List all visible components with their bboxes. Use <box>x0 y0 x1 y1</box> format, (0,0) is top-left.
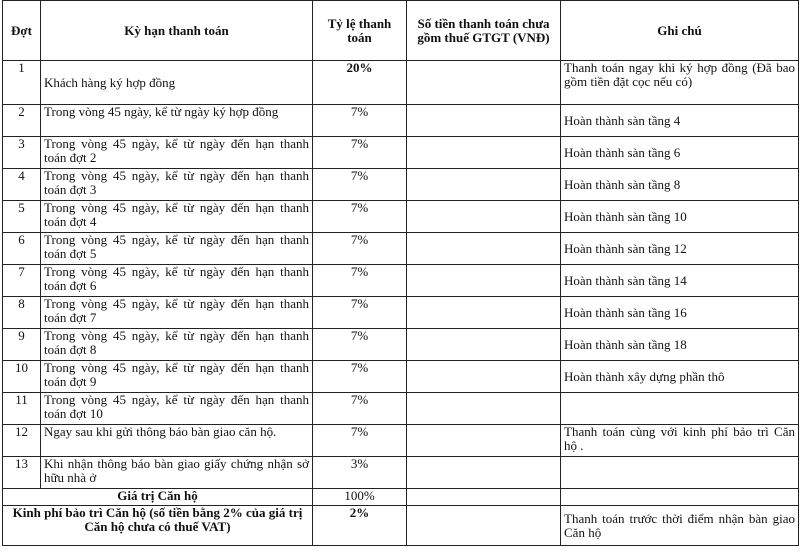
row-note: Hoàn thành sàn tầng 18 <box>561 329 799 361</box>
row-pct: 7% <box>313 361 407 393</box>
row-dot: 9 <box>3 329 41 361</box>
row-dot: 13 <box>3 457 41 489</box>
row-note: Hoàn thành sàn tầng 10 <box>561 201 799 233</box>
row-note <box>561 393 799 425</box>
row-amount <box>407 61 561 105</box>
row-dot: 11 <box>3 393 41 425</box>
table-row <box>3 61 799 105</box>
table-row <box>3 233 799 265</box>
row-note: Thanh toán cùng với kinh phí bảo trì Căn hộ . <box>561 425 799 457</box>
header-amount: Số tiền thanh toán chưa gồm thuế GTGT (VNĐ) <box>407 1 561 61</box>
row-term: Trong vòng 45 ngày, kể từ ngày đến hạn thanh toán đợt 8 <box>41 329 313 361</box>
row-note: Thanh toán ngay khi ký hợp đồng (Đã bao gồm tiền đặt cọc nếu có) <box>561 61 799 105</box>
row-note: Hoàn thành xây dựng phần thô <box>561 361 799 393</box>
row-term: Trong vòng 45 ngày, kể từ ngày đến hạn thanh toán đợt 3 <box>41 169 313 201</box>
header-term: Kỳ hạn thanh toán <box>41 1 313 61</box>
row-amount <box>407 137 561 169</box>
row-amount <box>407 361 561 393</box>
row-dot: 5 <box>3 201 41 233</box>
row-note: Hoàn thành sàn tầng 4 <box>561 105 799 137</box>
row-term: Trong vòng 45 ngày, kể từ ngày đến hạn thanh toán đợt 2 <box>41 137 313 169</box>
table-row <box>3 105 799 137</box>
table-row <box>3 137 799 169</box>
row-pct: 7% <box>313 201 407 233</box>
table-row <box>3 169 799 201</box>
table-row <box>3 201 799 233</box>
maintenance-label: Kinh phí bảo trì Căn hộ (số tiền bằng 2% của giá trị Căn hộ chưa có thuế VAT) <box>3 506 313 546</box>
row-amount <box>407 169 561 201</box>
row-dot: 12 <box>3 425 41 457</box>
row-dot: 7 <box>3 265 41 297</box>
row-amount <box>407 393 561 425</box>
row-term: Trong vòng 45 ngày, kể từ ngày đến hạn thanh toán đợt 4 <box>41 201 313 233</box>
header-pct: Tỷ lệ thanh toán <box>313 1 407 61</box>
row-term: Trong vòng 45 ngày, kể từ ngày ký hợp đồng <box>41 105 313 137</box>
row-note: Hoàn thành sàn tầng 8 <box>561 169 799 201</box>
total-amount <box>407 489 561 506</box>
row-pct: 7% <box>313 265 407 297</box>
row-note <box>561 457 799 489</box>
row-dot: 6 <box>3 233 41 265</box>
table-row <box>3 265 799 297</box>
row-pct: 7% <box>313 137 407 169</box>
table-row <box>3 329 799 361</box>
maintenance-amount <box>407 506 561 546</box>
row-pct: 7% <box>313 233 407 265</box>
row-term: Trong vòng 45 ngày, kể từ ngày đến hạn thanh toán đợt 7 <box>41 297 313 329</box>
row-pct: 7% <box>313 425 407 457</box>
row-amount <box>407 329 561 361</box>
total-pct: 100% <box>313 489 407 506</box>
row-note: Hoàn thành sàn tầng 16 <box>561 297 799 329</box>
row-note: Hoàn thành sàn tầng 14 <box>561 265 799 297</box>
row-pct: 3% <box>313 457 407 489</box>
row-amount <box>407 265 561 297</box>
row-term: Trong vòng 45 ngày, kể từ ngày đến hạn thanh toán đợt 6 <box>41 265 313 297</box>
table-row <box>3 425 799 457</box>
payment-schedule-table <box>2 0 799 546</box>
row-dot: 1 <box>3 61 41 105</box>
header-note: Ghi chú <box>561 1 799 61</box>
row-pct: 7% <box>313 297 407 329</box>
row-term: Khi nhận thông báo bàn giao giấy chứng nhận sở hữu nhà ở <box>41 457 313 489</box>
row-note: Hoàn thành sàn tầng 6 <box>561 137 799 169</box>
row-amount <box>407 297 561 329</box>
row-pct: 20% <box>313 61 407 105</box>
table-row <box>3 297 799 329</box>
row-term: Khách hàng ký hợp đồng <box>41 61 313 105</box>
total-label: Giá trị Căn hộ <box>3 489 313 506</box>
row-dot: 10 <box>3 361 41 393</box>
table-row <box>3 457 799 489</box>
header-dot: Đợt <box>3 1 41 61</box>
total-note <box>561 489 799 506</box>
maintenance-row <box>3 506 799 546</box>
row-dot: 8 <box>3 297 41 329</box>
row-note: Hoàn thành sàn tầng 12 <box>561 233 799 265</box>
row-amount <box>407 105 561 137</box>
maintenance-note: Thanh toán trước thời điểm nhận bàn giao Căn hộ <box>561 506 799 546</box>
table-header-row <box>3 1 799 61</box>
total-row <box>3 489 799 506</box>
row-dot: 2 <box>3 105 41 137</box>
table-row <box>3 393 799 425</box>
row-pct: 7% <box>313 329 407 361</box>
row-pct: 7% <box>313 393 407 425</box>
row-term: Trong vòng 45 ngày, kể từ ngày đến hạn thanh toán đợt 5 <box>41 233 313 265</box>
row-dot: 4 <box>3 169 41 201</box>
row-term: Trong vòng 45 ngày, kể từ ngày đến hạn thanh toán đợt 9 <box>41 361 313 393</box>
table-row <box>3 361 799 393</box>
row-term: Ngay sau khi gửi thông báo bàn giao căn hộ. <box>41 425 313 457</box>
row-amount <box>407 233 561 265</box>
row-term: Trong vòng 45 ngày, kể từ ngày đến hạn thanh toán đợt 10 <box>41 393 313 425</box>
maintenance-pct: 2% <box>313 506 407 546</box>
row-amount <box>407 425 561 457</box>
row-amount <box>407 201 561 233</box>
row-dot: 3 <box>3 137 41 169</box>
row-amount <box>407 457 561 489</box>
row-pct: 7% <box>313 169 407 201</box>
row-pct: 7% <box>313 105 407 137</box>
